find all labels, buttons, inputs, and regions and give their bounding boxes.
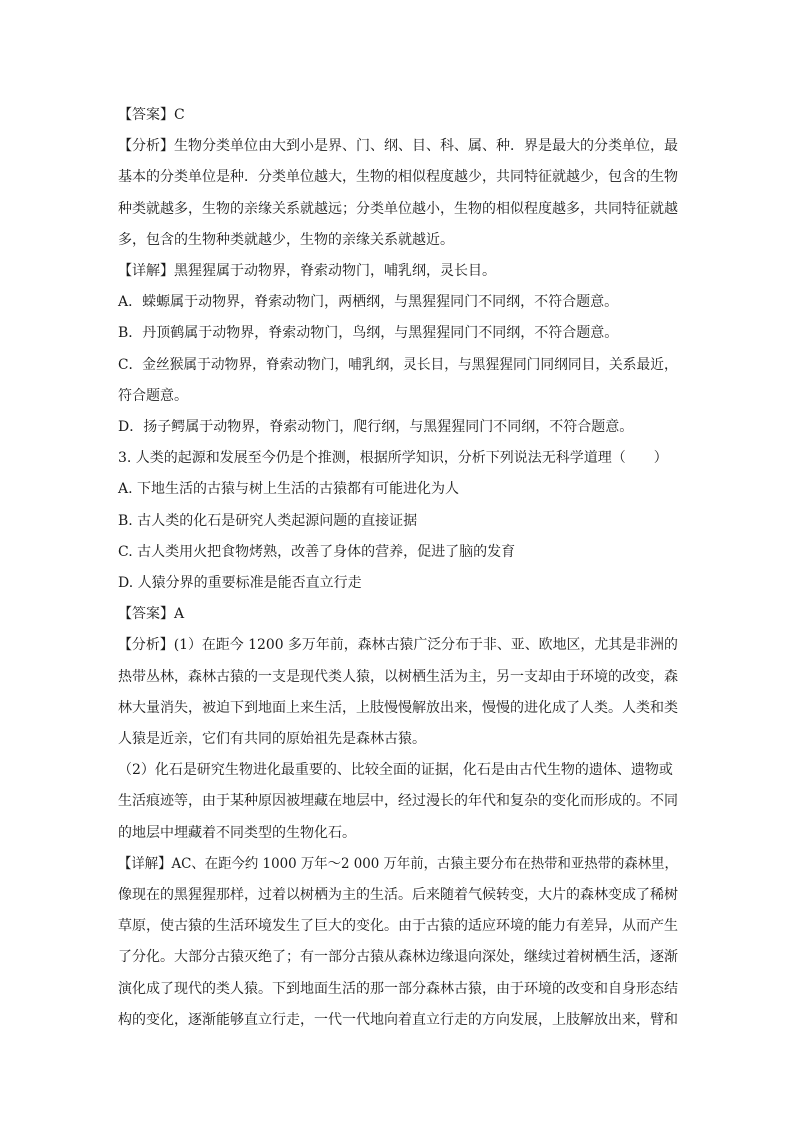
analysis-line: 的地层中埋藏着不同类型的生物化石。 bbox=[118, 824, 356, 841]
detail-line: 【详解】AC、在距今约 1000 万年～2 000 万年前，古猿主要分布在热带和亚热带的森林里， bbox=[118, 855, 678, 872]
detail-line: 草原，使古猿的生活环境发生了巨大的变化。由于古猿的适应环境的能力有差异，从而产生 bbox=[118, 918, 678, 935]
analysis-line: 人猿是近亲，它们有共同的原始祖先是森林古猿。 bbox=[118, 731, 426, 748]
option-b: B. 古人类的化石是研究人类起源问题的直接证据 bbox=[118, 512, 418, 529]
answer-line: 【答案】C bbox=[118, 107, 185, 123]
analysis-line: 【分析】生物分类单位由大到小是界、门、纲、目、科、属、种．界是最大的分类单位，最 bbox=[118, 138, 678, 155]
answer-line: 【答案】A bbox=[118, 606, 185, 623]
detail-line: 构的变化，逐渐能够直立行走，一代一代地向着直立行走的方向发展，上肢解放出来，臂和 bbox=[118, 1011, 678, 1028]
option-c: C. 古人类用火把食物烤熟，改善了身体的营养，促进了脑的发育 bbox=[118, 543, 516, 560]
detail-line: 了分化。大部分古猿灭绝了；有一部分古猿从森林边缘退向深处，继续过着树栖生活，逐渐 bbox=[118, 949, 678, 966]
analysis-line: （2）化石是研究生物进化最重要的、比较全面的证据，化石是由古代生物的遗体、遗物或 bbox=[118, 762, 673, 779]
question-stem: 3. 人类的起源和发展至今仍是个推测，根据所学知识，分析下列说法无科学道理（ ） bbox=[118, 450, 668, 467]
option-d: D. 人猿分界的重要标准是能否直立行走 bbox=[118, 575, 362, 592]
analysis-line: 热带丛林，森林古猿的一支是现代类人猿，以树栖生活为主，另一支却由于环境的改变，森 bbox=[118, 668, 678, 685]
option-explanation-a: A．蝾螈属于动物界，脊索动物门，两栖纲，与黑猩猩同门不同纲，不符合题意。 bbox=[118, 294, 619, 311]
analysis-line: 种类就越多，生物的亲缘关系就越远；分类单位越小，生物的相似程度越多，共同特征就越 bbox=[118, 200, 678, 217]
option-explanation-b: B．丹顶鹤属于动物界，脊索动物门，鸟纲，与黑猩猩同门不同纲，不符合题意。 bbox=[118, 325, 619, 342]
analysis-line: 林大量消失，被迫下到地面上来生活，上肢慢慢解放出来，慢慢的进化成了人类。人类和类 bbox=[118, 699, 678, 716]
analysis-line: 多，包含的生物种类就越少，生物的亲缘关系就越近。 bbox=[118, 231, 454, 248]
document-body bbox=[118, 100, 678, 1036]
detail-line: 演化成了现代的类人猿。下到地面生活的那一部分森林古猿，由于环境的改变和自身形态结 bbox=[118, 980, 678, 997]
detail-line: 【详解】黑猩猩属于动物界，脊索动物门，哺乳纲，灵长目。 bbox=[118, 263, 496, 280]
analysis-line: 基本的分类单位是种．分类单位越大，生物的相似程度越少，共同特征就越少，包含的生物 bbox=[118, 169, 678, 186]
option-a: A. 下地生活的古猿与树上生活的古猿都有可能进化为人 bbox=[118, 481, 460, 498]
option-explanation-c: C．金丝猴属于动物界，脊索动物门，哺乳纲，灵长目，与黑猩猩同门同纲同目，关系最近， bbox=[118, 356, 678, 373]
option-explanation-c-cont: 符合题意。 bbox=[118, 387, 188, 404]
detail-line: 像现在的黑猩猩那样，过着以树栖为主的生活。后来随着气候转变，大片的森林变成了稀树 bbox=[118, 887, 678, 904]
analysis-line: 生活痕迹等，由于某种原因被埋藏在地层中，经过漫长的年代和复杂的变化而形成的。不同 bbox=[118, 793, 678, 810]
analysis-line: 【分析】(1）在距今 1200 多万年前，森林古猿广泛分布于非、亚、欧地区，尤其是非洲的 bbox=[118, 637, 678, 654]
option-explanation-d: D．扬子鳄属于动物界，脊索动物门，爬行纲，与黑猩猩同门不同纲，不符合题意。 bbox=[118, 419, 634, 436]
